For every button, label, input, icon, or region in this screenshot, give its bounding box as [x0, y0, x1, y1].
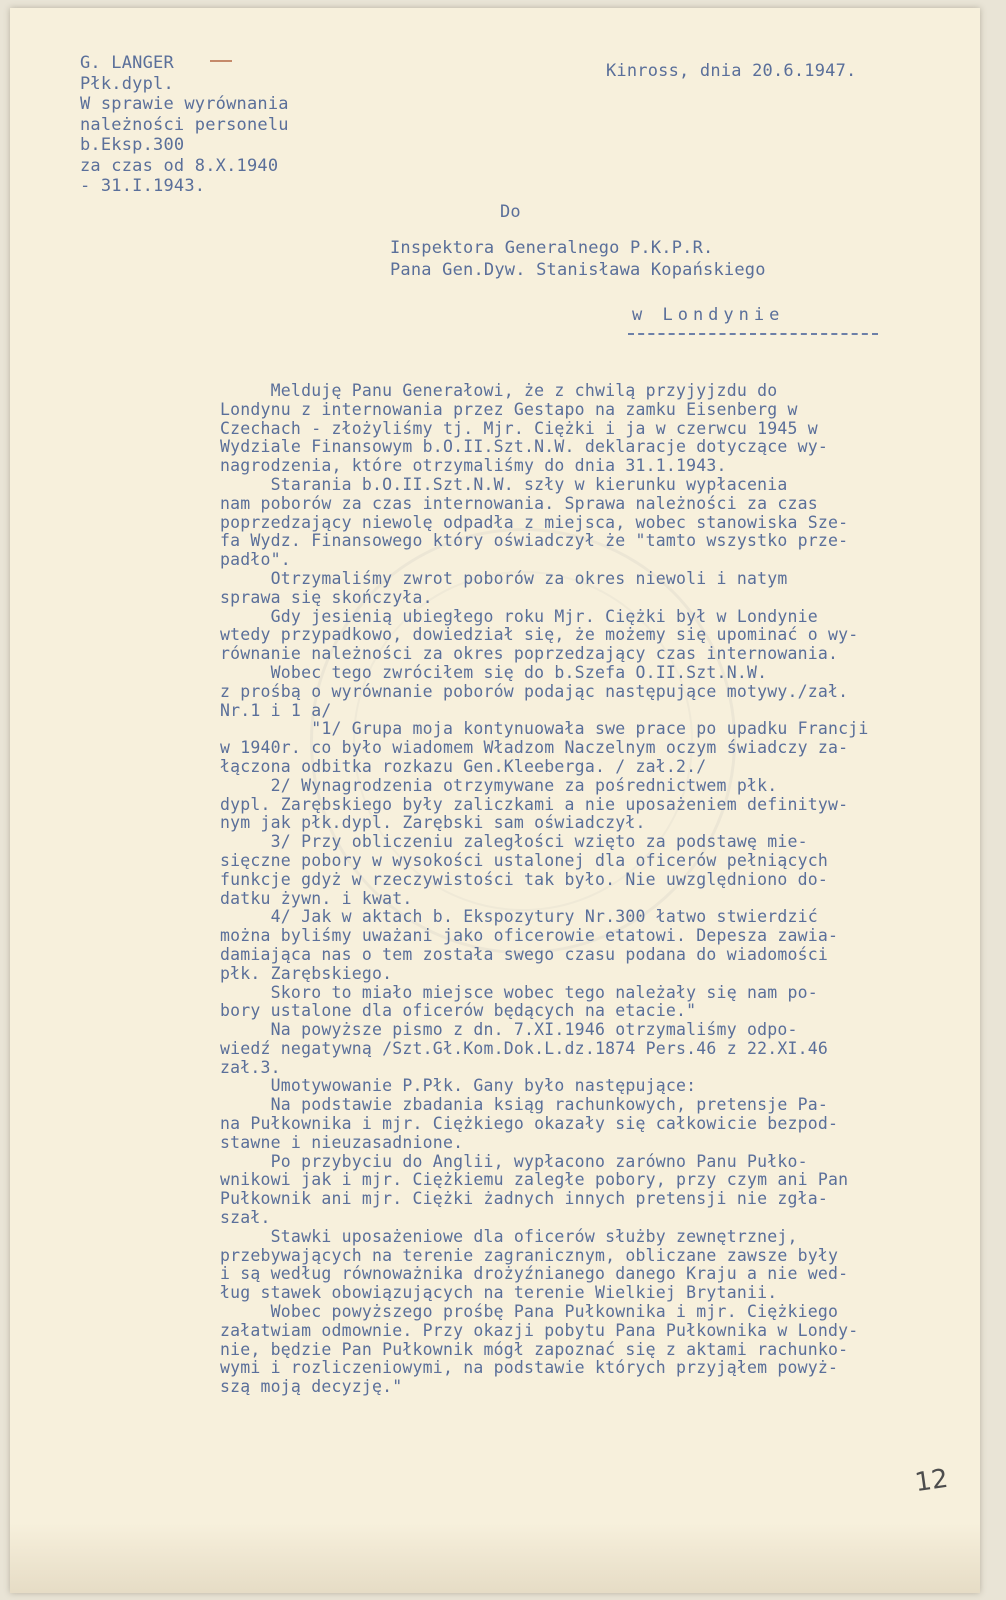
body-line: załatwiam odmownie. Przy okazji pobytu Pana Pułkownika w Londy-	[220, 1320, 859, 1340]
body-line: Stawki uposażeniowe dla oficerów służby zewnętrznej,	[220, 1226, 798, 1246]
to-label: Do	[500, 202, 521, 222]
sender-block	[80, 53, 289, 197]
letter-page	[10, 8, 980, 1593]
body-line: Gdy jesienią ubiegłego roku Mjr. Ciężki był w Londynie	[220, 606, 818, 626]
body-line: równanie należności za okres poprzedzający czas internowania.	[220, 644, 839, 664]
body-line: poprzedzający niewolę odpadła z miejsca, wobec stanowiska Sze-	[220, 512, 849, 532]
body-line: Po przybyciu do Anglii, wypłacono zarówno Panu Pułko-	[220, 1151, 808, 1171]
sender-line: W sprawie wyrównania	[80, 94, 289, 114]
body-line: "1/ Grupa moja kontynuowała swe prace po upadku Francji	[220, 719, 869, 739]
body-line: Skoro to miało miejsce wobec tego należały się nam po-	[220, 982, 818, 1002]
body-line: nym jak płk.dypl. Zarębski sam oświadczył.	[220, 813, 646, 833]
body-line: Na podstawie zbadania ksiąg rachunkowych, pretensje Pa-	[220, 1095, 829, 1115]
body-line: stawne i nieuzasadnione.	[220, 1132, 464, 1152]
body-line: sięczne pobory w wysokości ustalonej dla oficerów pełniących	[220, 850, 829, 870]
body-line: Wobec powyższego prośbę Pana Pułkownika i mjr. Ciężkiego	[220, 1302, 839, 1322]
body-line: wtedy przypadkowo, dowiedział się, że możemy się upominać o wy-	[220, 625, 859, 645]
body-line: bory ustalone dla oficerów będących na etacie."	[220, 1001, 697, 1021]
body-line: padło".	[220, 550, 291, 570]
body-line: 3/ Przy obliczeniu zaległości wzięto za podstawę mie-	[220, 832, 808, 852]
body-line: zał.3.	[220, 1057, 281, 1077]
page-number: 12	[913, 1463, 951, 1499]
body-line: nie, będzie Pan Pułkownik mógł zapoznać się z aktami rachunko-	[220, 1339, 849, 1359]
body-line: można byliśmy uważani jako oficerowie etatowi. Depesza zawia-	[220, 926, 839, 946]
body-line: Pułkownik ani mjr. Ciężki żadnych innych pretensji nie zgła-	[220, 1189, 829, 1209]
body-line: na Pułkownika i mjr. Ciężkiego okazały się całkowicie bezpod-	[220, 1114, 839, 1134]
body-line: 4/ Jak w aktach b. Ekspozytury Nr.300 łatwo stwierdzić	[220, 907, 818, 927]
body-line: nagrodzenia, które otrzymaliśmy do dnia 31.1.1943.	[220, 456, 727, 476]
addressee	[390, 237, 766, 281]
body-line: Na powyższe pismo z dn. 7.XI.1946 otrzymaliśmy odpo-	[220, 1020, 798, 1040]
body-line: szą moją decyzję."	[220, 1377, 403, 1397]
body-line: wiedź negatywną /Szt.Gł.Kom.Dok.L.dz.1874 Pers.46 z 22.XI.46	[220, 1038, 829, 1058]
sender-line: należności personelu	[80, 114, 289, 135]
body-line: płk. Zarębskiego.	[220, 963, 393, 983]
body-line: w 1940r. co było wiadomem Władzom Naczelnym oczym świadczy za-	[220, 738, 849, 758]
sender-line: - 31.I.1943.	[80, 176, 206, 196]
body-line: datku żywn. i kwat.	[220, 888, 413, 908]
letter-body	[220, 382, 869, 1397]
city-underline	[628, 333, 878, 335]
body-line: dypl. Zarębskiego były zaliczkami a nie uposażeniem definityw-	[220, 794, 849, 814]
body-line: łączona odbitka rozkazu Gen.Kleeberga. / zał.2./	[220, 756, 707, 776]
body-line: szał.	[220, 1208, 271, 1228]
body-line: Umotywowanie P.Płk. Gany było następujące:	[220, 1076, 697, 1096]
body-line: Wydziale Finansowym b.O.II.Szt.N.W. deklaracje dotyczące wy-	[220, 437, 829, 457]
body-line: damiająca nas o tem została swego czasu podana do wiadomości	[220, 944, 829, 964]
sender-line: za czas od 8.X.1940	[80, 155, 279, 176]
body-line: przebywających na terenie zagranicznym, obliczane zawsze były	[220, 1245, 839, 1265]
body-line: Londynu z internowania przez Gestapo na zamku Eisenberg w	[220, 399, 798, 419]
body-line: z prośbą o wyrównanie poborów podając następujące motywy./zał.	[220, 681, 849, 701]
body-line: fa Wydz. Finansowego który oświadczył że "tamto wszystko prze-	[220, 531, 849, 551]
body-line: funkcje gdyż w rzeczywistości tak było. Nie uwzględniono do-	[220, 869, 829, 889]
body-line: Melduję Panu Generałowi, że z chwilą przyjyjzdu do	[220, 381, 778, 400]
body-line: wymi i rozliczeniowymi, na podstawie których przyjąłem powyż-	[220, 1358, 839, 1378]
place-date: Kinross, dnia 20.6.1947.	[606, 61, 857, 81]
body-line: wnikowi jak i mjr. Ciężkiemu zaległe pobory, przy czym ani Pan	[220, 1170, 849, 1190]
sender-line: Płk.dypl.	[80, 73, 174, 94]
body-line: Nr.1 i 1 a/	[220, 700, 332, 720]
addressee-line: Pana Gen.Dyw. Stanisława Kopańskiego	[390, 260, 766, 280]
body-line: Starania b.O.II.Szt.N.W. szły w kierunku wypłacenia	[220, 474, 788, 494]
body-line: nam poborów za czas internowania. Sprawa należności za czas	[220, 493, 818, 513]
city-line: w Londynie	[632, 305, 785, 325]
sender-line: G. LANGER	[80, 53, 174, 73]
body-line: ług stawek obowiązujących na terenie Wielkiej Brytanii.	[220, 1283, 778, 1303]
body-line: i są według równoważnika drożyźnianego danego Kraju a nie wed-	[220, 1264, 849, 1284]
body-line: 2/ Wynagrodzenia otrzymywane za pośrednictwem płk.	[220, 775, 778, 795]
body-line: Otrzymaliśmy zwrot poborów za okres niewoli i natym	[220, 568, 788, 588]
body-line: Wobec tego zwróciłem się do b.Szefa O.II.Szt.N.W.	[220, 662, 768, 682]
body-line: Czechach - złożyliśmy tj. Mjr. Ciężki i ja w czerwcu 1945 w	[220, 418, 818, 438]
body-line: sprawa się skończyła.	[220, 587, 433, 607]
addressee-line: Inspektora Generalnego P.K.P.R.	[390, 238, 714, 258]
sender-line: b.Eksp.300	[80, 135, 185, 155]
